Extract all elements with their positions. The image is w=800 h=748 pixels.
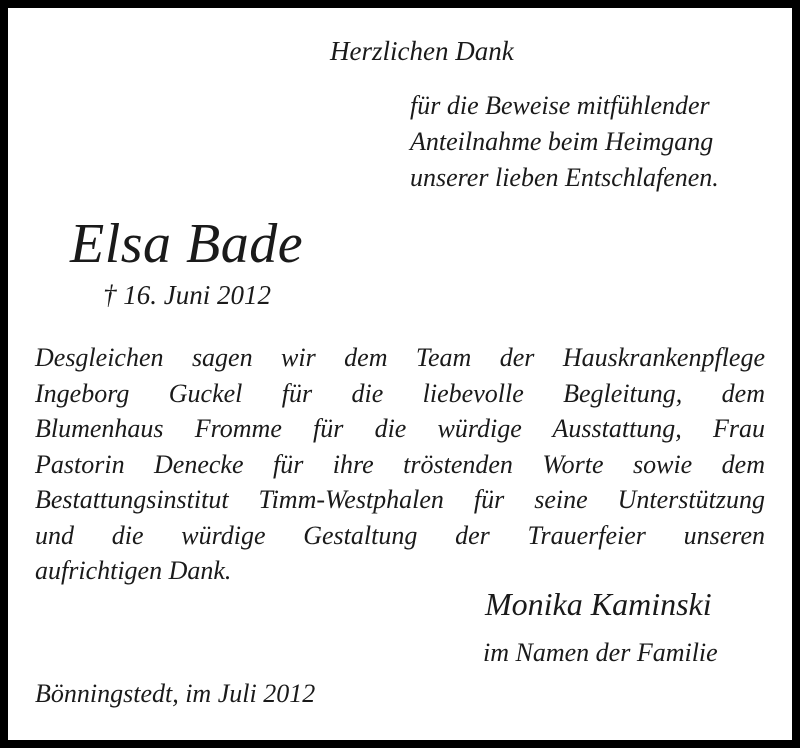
deceased-name: Elsa Bade <box>70 213 304 275</box>
place-and-date: Bönningstedt, im Juli 2012 <box>35 679 316 708</box>
paragraph-line: Ingeborg Guckel für die liebevolle Begleitung, dem <box>35 378 765 408</box>
paragraph-line: und die würdige Gestaltung der Trauerfeier unseren <box>35 520 765 550</box>
intro-line: Anteilnahme beim Heimgang <box>410 127 714 156</box>
intro-line: für die Beweise mitfühlender <box>410 91 710 120</box>
paragraph-line: aufrichtigen Dank. <box>35 556 232 585</box>
intro-line: unserer lieben Entschlafenen. <box>410 163 719 192</box>
paragraph-line: Desgleichen sagen wir dem Team der Hauskrankenpflege <box>35 343 765 372</box>
paragraph-line: Bestattungsinstitut Timm-Westphalen für seine Unterstützung <box>35 485 765 514</box>
signer-name: Monika Kaminski <box>485 586 712 622</box>
intro-text <box>410 88 719 196</box>
thanks-paragraph <box>35 340 765 589</box>
paragraph-line: Pastorin Denecke für ihre tröstenden Worte sowie dem <box>35 449 765 479</box>
death-date: † 16. Juni 2012 <box>103 280 271 310</box>
signer-role: im Namen der Familie <box>483 638 718 667</box>
notice-heading: Herzlichen Dank <box>330 36 514 66</box>
paragraph-line: Blumenhaus Fromme für die würdige Ausstattung, Frau <box>35 414 765 443</box>
